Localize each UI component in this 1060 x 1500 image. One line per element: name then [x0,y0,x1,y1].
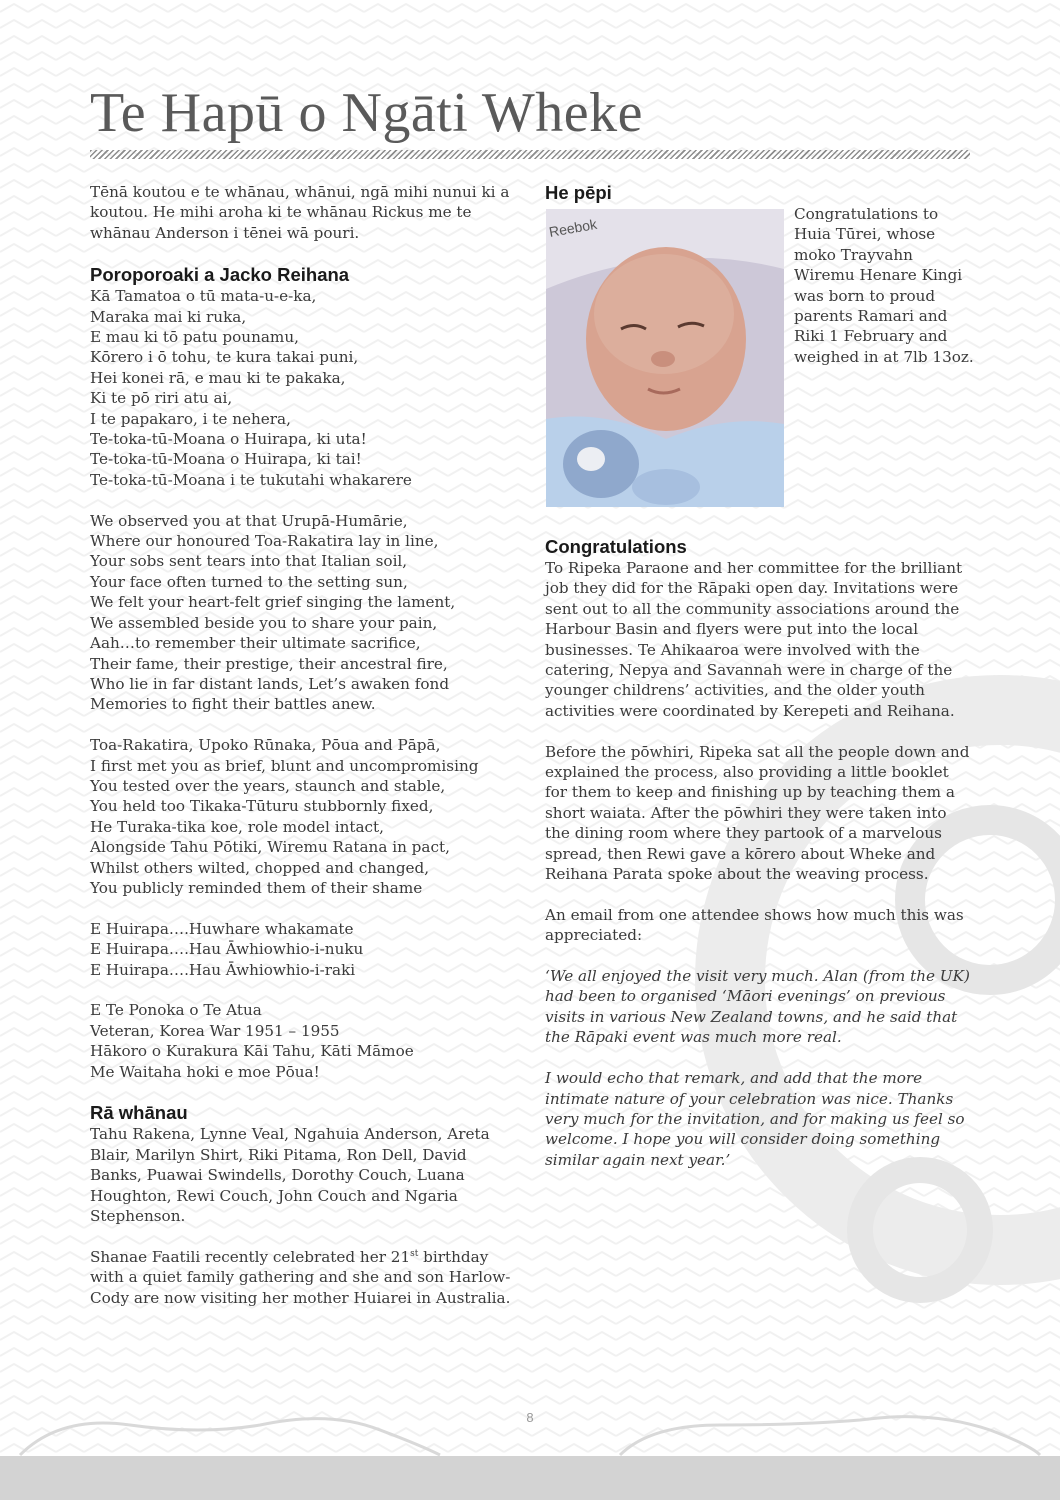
poem-line: Te-toka-tū-Moana o Huirapa, ki tai! [90,450,362,469]
congratulations-paragraph-3: An email from one attendee shows how much this was appreciated: [545,905,964,945]
poem-stanza [90,735,520,898]
poem-line: Their fame, their prestige, their ancestral fire, [90,654,448,673]
poem-line: Whilst others wilted, chopped and changed, [90,858,430,877]
left-column [90,182,520,1308]
congratulations-heading: Congratulations [545,536,687,557]
he-pepi-heading: He pēpi [545,182,612,203]
poem-line: E mau ki tō patu pounamu, [90,328,299,347]
poem-line: You held too Tikaka-Tūturu stubbornly fixed, [90,797,434,816]
poem-stanza [90,919,520,980]
poem-stanza [90,511,520,715]
poem-line: E Huirapa….Hau Āwhiowhio-i-nuku [90,940,364,959]
poem-line: You publicly reminded them of their shame [90,878,423,897]
poem-line: Your sobs sent tears into that Italian soil, [90,552,408,571]
photo-brand-text: Reebok [547,215,599,240]
poem-line: E Te Ponoka o Te Atua [90,1001,262,1020]
page-title: Te Hapū o Ngāti Wheke [90,82,643,144]
poem-line: I te papakaro, i te nehera, [90,409,291,428]
poem-line: Te-toka-tū-Moana i te tukutahi whakarere [90,470,412,489]
poem-line: E Huirapa….Huwhare whakamate [90,919,354,938]
congratulations-body [545,558,975,1170]
poem-line: We felt your heart-felt grief singing the lament, [90,593,456,612]
poem-line: We observed you at that Urupā-Humārie, [90,511,408,530]
poem-line: We assembled beside you to share your pain, [90,613,438,632]
poem-line: Who lie in far distant lands, Let’s awaken fond [90,674,450,693]
intro-paragraph: Tēnā koutou e te whānau, whānui, ngā mihi nunui ki a koutou. He mihi aroha ki te whānau Rickus me te whānau Anderson i tēnei wā pouri. [90,183,510,242]
title-divider [90,150,970,159]
congratulations-paragraph-2: Before the pōwhiri, Ripeka sat all the people down and explained the process, also providing a little booklet for them to keep and finishing up by teaching them a short waiata. After the pōwhiri they were taken into the dining room where they partook of a marvelous spread, then Rewi gave a kōrero about Wheke and Reihana Parata spoke about the weaving process. [545,742,970,884]
poem-line: I first met you as brief, blunt and uncompromising [90,756,479,775]
poem [90,286,520,1082]
poem-line: Veteran, Korea War 1951 – 1955 [90,1021,340,1040]
page-number: 8 [526,1410,534,1425]
photo-caption: Congratulations to Huia Tūrei, whose moko Trayvahn Wiremu Henare Kingi was born to proud parents Ramari and Riki 1 February and weighed in at 7lb 13oz. [794,205,974,366]
poem-line: Toa-Rakatira, Upoko Rūnaka, Pōua and Pāpā, [90,736,441,755]
shanae-paragraph: Shanae Faatili recently celebrated her 21st birthday with a quiet family gathering and she and son Harlow-Cody are now visiting her mother Huiarei in Australia. [90,1247,511,1307]
footer-bar [0,1456,1060,1500]
poem-line: Where our honoured Toa-Rakatira lay in line, [90,532,439,551]
poem-line: Hei konei rā, e mau ki te pakaka, [90,368,346,387]
congratulations-paragraph-1: To Ripeka Paraone and her committee for the brilliant job they did for the Rāpaki open day. Invitations were sent out to all the community associations around the Harbour Basin and flyers were put into the local businesses. Te Ahikaaroa were involved with the catering, Nepya and Savannah were in charge of the younger childrens’ activities, and the older youth activities were coordinated by Kerepeti and Reihana. [545,559,963,720]
birthday-names: Tahu Rakena, Lynne Veal, Ngahuia Anderson, Areta Blair, Marilyn Shirt, Riki Pitama, Ron Dell, David Banks, Puawai Swindells, Dorothy Couch, Luana Houghton, Rewi Couch, John Couch and Ngaria Stephenson. [90,1125,490,1226]
email-quote-1: ‘We all enjoyed the visit very much. Alan (from the UK) had been to organised ‘Māori evenings’ on previous visits in various New Zealand towns, and he said that the Rāpaki event was much more real. [545,967,970,1047]
poem-line: Alongside Tahu Pōtiki, Wiremu Ratana in pact, [90,838,450,857]
poem-line: E Huirapa….Hau Āwhiowhio-i-raki [90,960,356,979]
poem-heading: Poroporoaki a Jacko Reihana [90,264,350,286]
poem-stanza [90,1000,520,1082]
poem-line: Maraka mai ki ruka, [90,307,247,326]
poem-line: He Turaka-tika koe, role model intact, [90,817,384,836]
baby-photo [546,209,784,507]
poem-line: Me Waitaha hoki e moe Pōua! [90,1062,320,1081]
poem-line: Ki te pō riri atu ai, [90,389,233,408]
poem-stanza [90,286,520,490]
poem-line: You tested over the years, staunch and stable, [90,776,446,795]
poem-line: Aah…to remember their ultimate sacrifice, [90,634,421,653]
poem-line: Memories to fight their battles anew. [90,695,376,714]
poem-line: Hākoro o Kurakura Kāi Tahu, Kāti Māmoe [90,1042,414,1061]
ra-whanau-heading: Rā whānau [90,1102,188,1124]
poem-line: Your face often turned to the setting sun, [90,572,408,591]
poem-line: Kōrero i ō tohu, te kura takai puni, [90,348,359,367]
poem-line: Kā Tamatoa o tū mata-u-e-ka, [90,287,317,306]
poem-line: Te-toka-tū-Moana o Huirapa, ki uta! [90,430,367,449]
email-quote-2: I would echo that remark, and add that the more intimate nature of your celebration was nice. Thanks very much for the invitation, and for making us feel so welcome. I hope you will consider doing something similar again next year.’ [545,1069,965,1169]
